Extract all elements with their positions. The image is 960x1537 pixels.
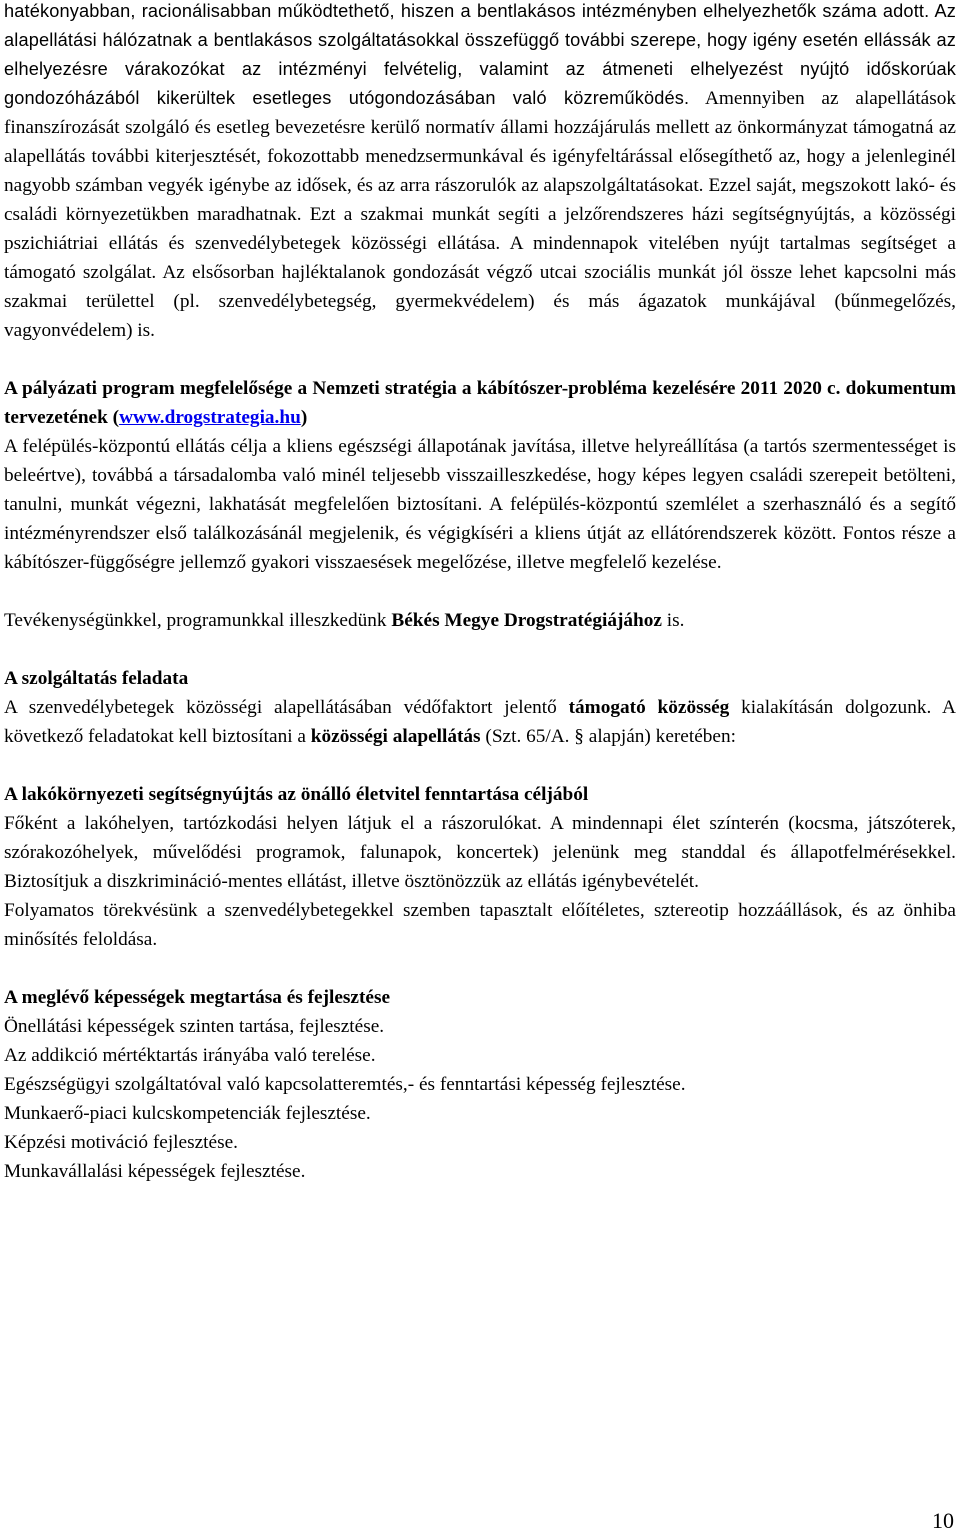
strategy-heading-close: ) xyxy=(300,407,308,428)
residential-help-heading: A lakókörnyezeti segítségnyújtás az önálló életvitel fenntartása céljából xyxy=(4,784,589,805)
spacer xyxy=(4,577,956,606)
residential-help-body-1: Főként a lakóhelyen, tartózkodási helyen látjuk el a rászorulókat. A mindennapi élet színterén (kocsma, játszóterek, szórakozóhelyek, művelődési programok, falunapok, koncertek) jelenünk meg standdal és állapotfelmérésekkel. Biztosítjuk a diszkrimináció-mentes ellátást, illetve ösztönözzük az ellátás igénybevételét. xyxy=(4,813,956,892)
county-text-after: is. xyxy=(661,610,685,631)
service-text-2: kialakításán dolgozunk. A következő feladatokat kell biztosítani a xyxy=(4,697,956,747)
spacer xyxy=(4,954,956,983)
page-number: 10 xyxy=(932,1508,954,1533)
strategy-body: A felépülés-központú ellátás célja a kliens egészségi állapotának javítása, illetve helyreállítása (a tartós szermentességet is beleértve), továbbá a társadalomba való minél teljesebb visszailleszkedése, hogy képes legyen családi szerepeit betölteni, tanulni, munkát végezni, lakhatását megfelelően biztosítani. A felépülés-központú szemlélet a szerhasználó és a segítő intézményrendszer első találkozásánál megjelenik, és végigkíséri a kliens útját az ellátórendszerek között. Fontos része a kábítószer-függőségre jellemző gyakori visszaesések megelőzése, illetve megfelelő kezelése. xyxy=(4,436,956,573)
abilities-item: Munkavállalási képességek fejlesztése. xyxy=(4,1161,306,1182)
county-strategy-name: Békés Megye Drogstratégiájához xyxy=(391,610,662,631)
strategy-heading-text: A pályázati program megfelelősége a Nemzeti stratégia a kábítószer-probléma kezelésére 2011 2020 c. dokumentum tervezetének ( xyxy=(4,378,956,428)
service-task-body xyxy=(4,693,956,751)
service-text-3: (Szt. 65/A. § alapján) keretében: xyxy=(480,726,736,747)
abilities-item: Munkaerő-piaci kulcskompetenciák fejlesztése. xyxy=(4,1103,371,1124)
document-page xyxy=(4,0,956,1186)
financing-text: Amennyiben az alapellátások finanszírozását szolgáló és esetleg bevezetésre kerülő normatív állami hozzájárulás mellett az önkormányzat támogatná az alapellátás további kiterjesztését, fokozottabb menedzsermunkával és igényfeltárással elősegíthető az, hogy a jelenleginél nagyobb számban vegyék igénybe az idősek, és az arra rászorulók az alapszolgáltatásokat. Ezzel saját, megszokott lakó- és családi környezetükben maradhatnak. Ezt a szakmai munkát segíti a jelzőrendszeres házi segítségnyújtás, a közösségi pszichiátriai ellátás és szenvedélybetegek közösségi ellátása. A mindennapok vitelében nyújt tartalmas segítséget a támogató szolgálat. Az elsősorban hajléktalanok gondozását végző utcai szociális munkát jól össze lehet kapcsolni más szakmai területtel (pl. szenvedélybetegség, gyermekvédelem) és más ágazatok munkájával (bűnmegelőzés, vagyonvédelem) is. xyxy=(4,88,956,341)
service-task-heading: A szolgáltatás feladata xyxy=(4,668,189,689)
spacer xyxy=(4,345,956,374)
residential-help-body-2: Folyamatos törekvésünk a szenvedélybetegekkel szemben tapasztalt előítéletes, sztereotip hozzáállások, és az önhiba minősítés feloldása. xyxy=(4,900,956,950)
service-bold-1: támogató közösség xyxy=(568,697,730,718)
service-text-1: A szenvedélybetegek közösségi alapellátásában védőfaktort jelentő xyxy=(4,697,569,718)
abilities-item: Önellátási képességek szinten tartása, fejlesztése. xyxy=(4,1016,385,1037)
drogstrategia-link[interactable]: www.drogstrategia.hu xyxy=(119,407,301,428)
spacer xyxy=(4,751,956,780)
county-strategy-paragraph xyxy=(4,606,956,635)
county-text-before: Tevékenységünkkel, programunkkal illeszkedünk xyxy=(4,610,392,631)
abilities-item: Egészségügyi szolgáltatóval való kapcsolatteremtés,- és fenntartási képesség fejlesztése. xyxy=(4,1074,686,1095)
intro-paragraph xyxy=(4,0,956,345)
strategy-heading xyxy=(4,374,956,432)
abilities-item: Képzési motiváció fejlesztése. xyxy=(4,1132,238,1153)
abilities-heading: A meglévő képességek megtartása és fejlesztése xyxy=(4,987,391,1008)
abilities-item: Az addikció mértéktartás irányába való terelése. xyxy=(4,1045,376,1066)
spacer xyxy=(4,635,956,664)
service-bold-2: közösségi alapellátás xyxy=(310,726,481,747)
intro-text: hatékonyabban, racionálisabban működtethető, hiszen a bentlakásos intézményben elhelyezhetők száma adott. Az alapellátási hálózatnak a bentlakásos szolgáltatásokkal összefüggő további szerepe, hogy igény esetén ellássák az elhelyezésre várakozókat az intézményi felvételig, valamint az átmeneti elhelyezést nyújtó időskorúak gondozóházából kikerültek esetleges utógondozásában való közreműködés. xyxy=(4,1,956,108)
